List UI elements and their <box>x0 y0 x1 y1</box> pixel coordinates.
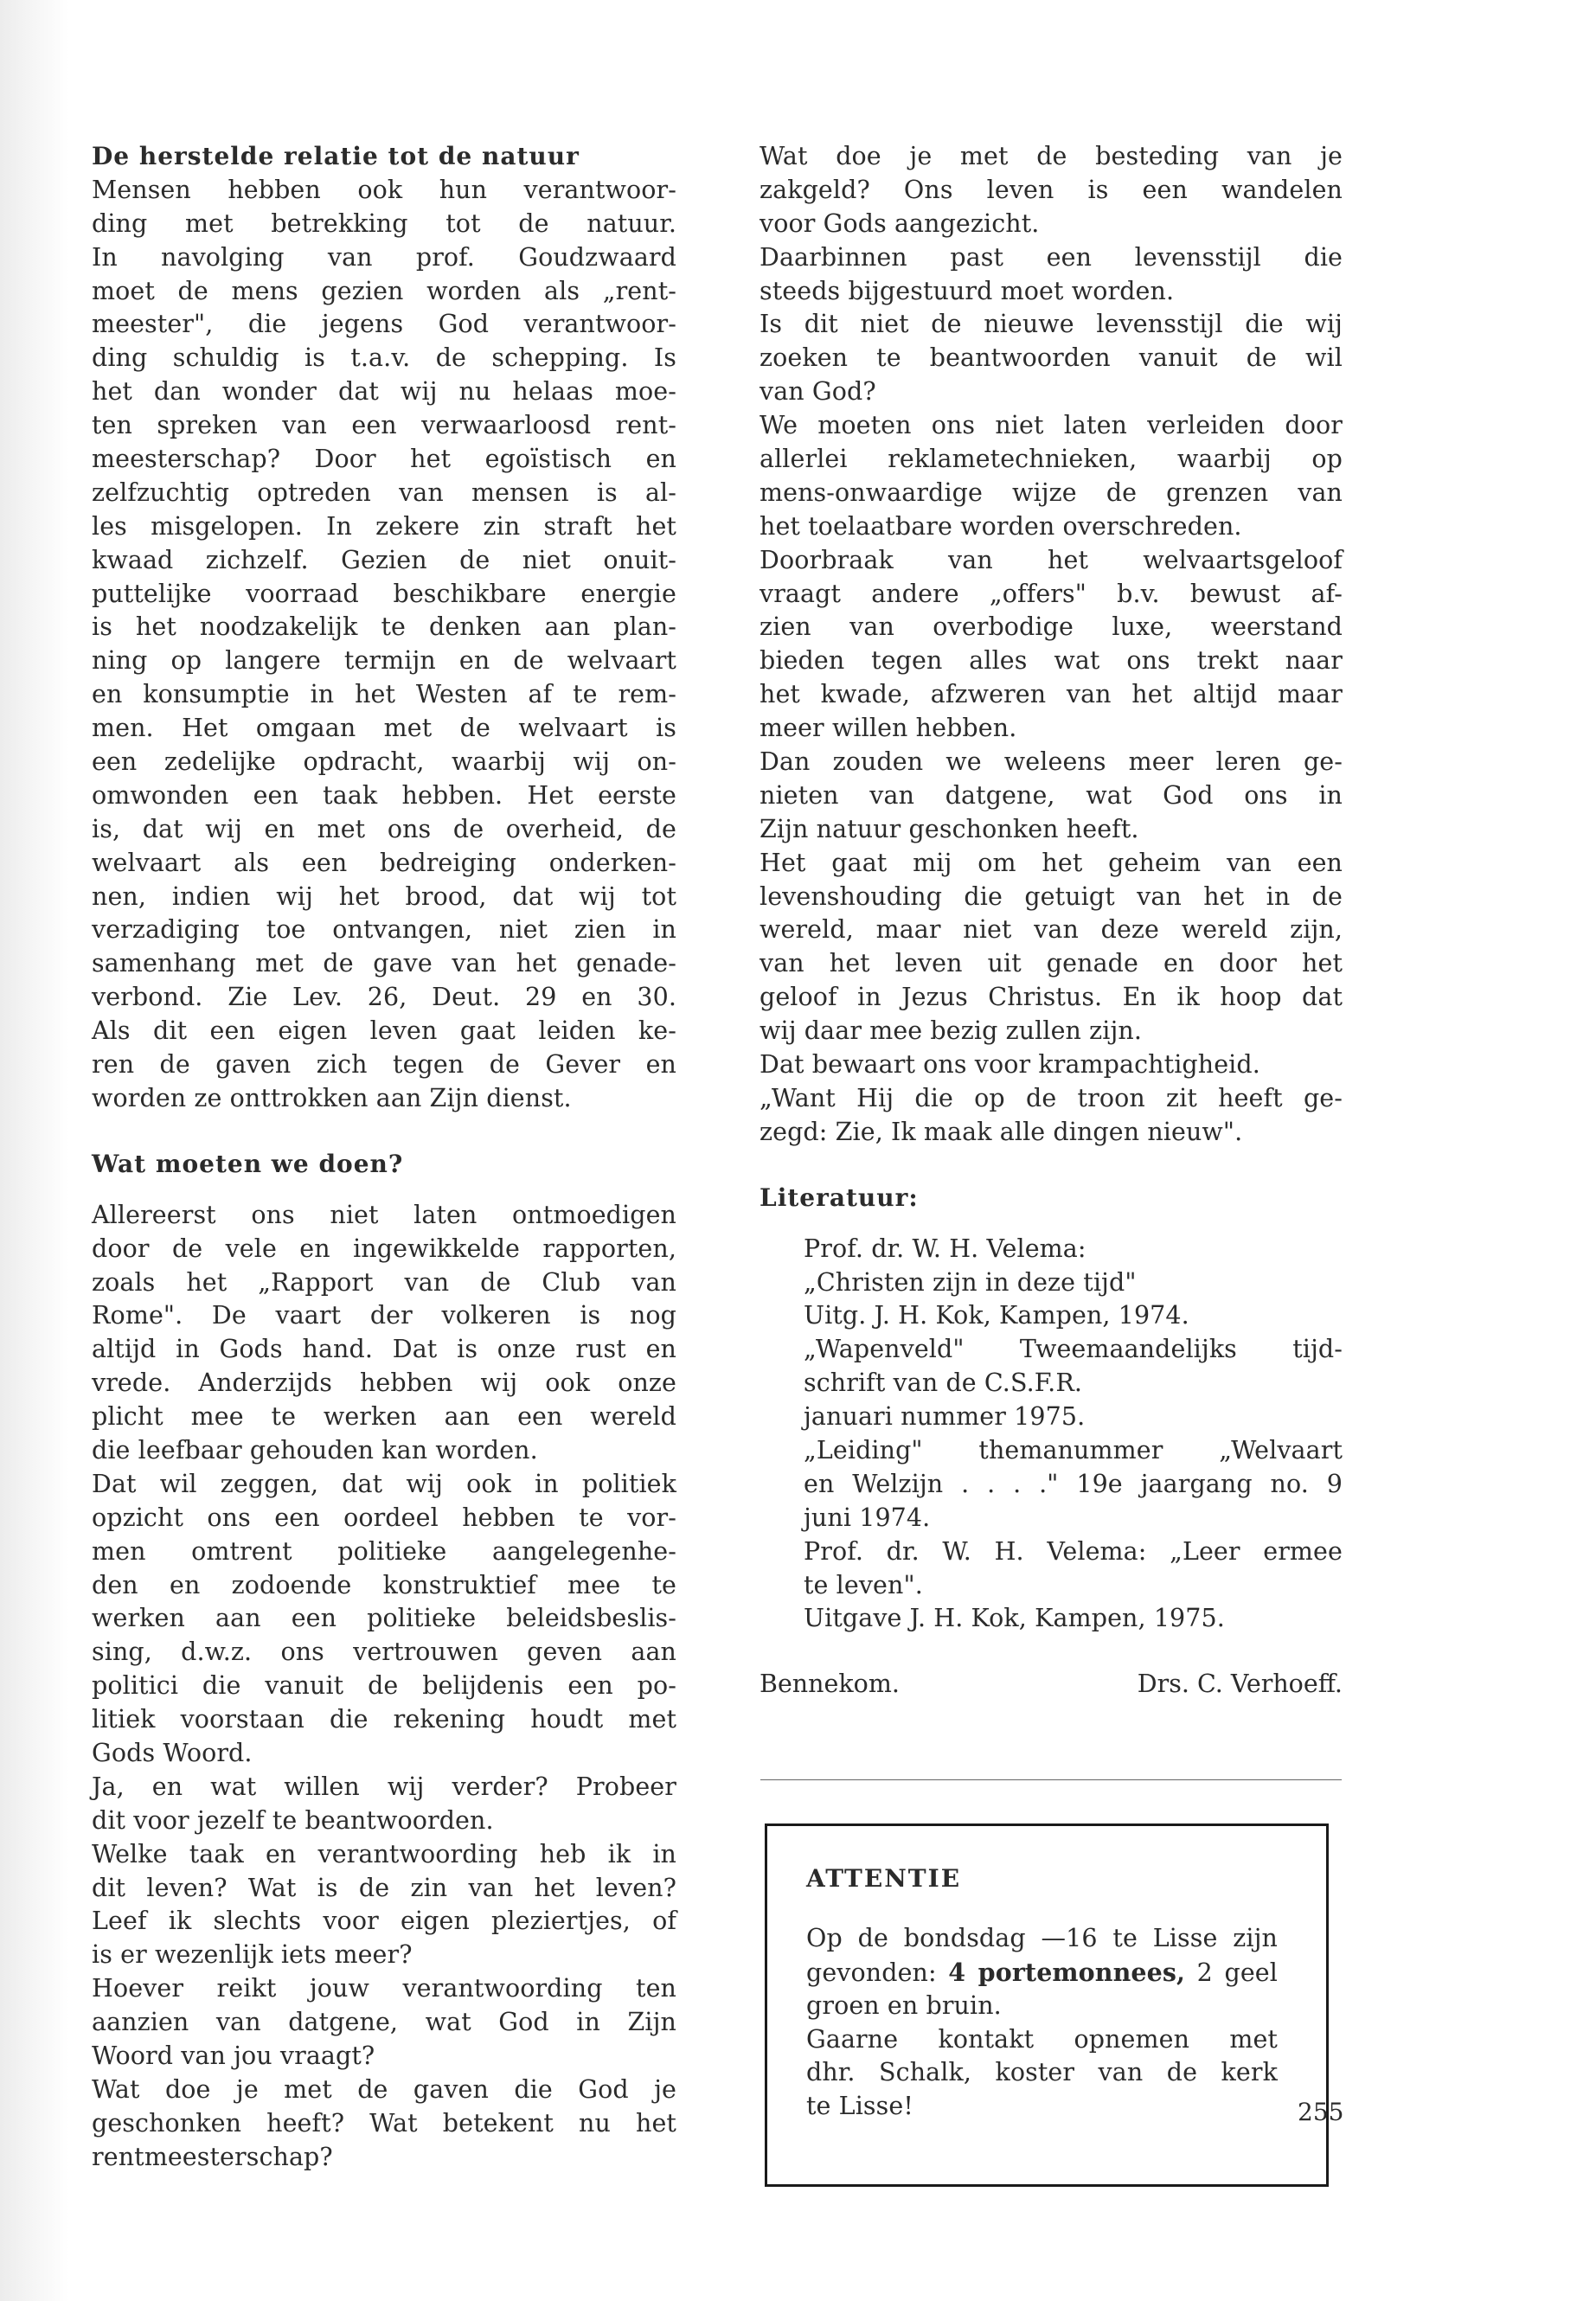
notice-highlight: 4 portemonnees, <box>948 1957 1186 1987</box>
text-line: zoals het „Rapport van de Club van <box>92 1267 676 1297</box>
text-line: meesterschap? Door het egoïstisch en <box>92 445 676 474</box>
text-line: ren de gaven zich tegen de Gever en <box>92 1050 676 1080</box>
text-line: en konsumptie in het Westen af te rem- <box>92 680 676 709</box>
notice-line: Gaarne kontakt opnemen met <box>806 2024 1278 2054</box>
text-line: van God? <box>760 377 876 407</box>
text-line: Mensen hebben ook hun verantwoor- <box>92 175 676 204</box>
text-line: Doorbraak van het welvaartsgeloof <box>760 545 1343 574</box>
text-line: dit leven? Wat is de zin van het leven? <box>92 1873 676 1902</box>
text-line: Het gaat mij om het geheim van een <box>760 848 1343 877</box>
text-line: Daarbinnen past een levensstijl die <box>760 242 1343 272</box>
text-line: zakgeld? Ons leven is een wandelen <box>760 175 1343 204</box>
text-line: die leefbaar gehouden kan worden. <box>92 1435 538 1465</box>
text-line: rentmeesterschap? <box>92 2142 333 2171</box>
notice-line <box>806 1956 1278 1990</box>
right-column <box>760 140 1343 1702</box>
notice-text: 2 geel <box>1196 1958 1278 1987</box>
text-line: zegd: Zie, Ik maak alle dingen nieuw". <box>760 1117 1243 1146</box>
text-line: opzicht ons een oordeel hebben te vor- <box>92 1503 676 1532</box>
scan-edge-shadow <box>0 0 69 2301</box>
text-line: samenhang met de gave van het genade- <box>92 949 676 978</box>
text-line: Leef ik slechts voor eigen pleziertjes, of <box>92 1907 676 1936</box>
text-line: men. Het omgaan met de welvaart is <box>92 714 676 743</box>
left-column <box>92 140 676 2175</box>
text-line: ding schuldig is t.a.v. de schepping. Is <box>92 343 676 373</box>
text-line: verzadiging toe ontvangen, niet zien in <box>92 915 676 945</box>
text-line: moet de mens gezien worden als „rent- <box>92 276 676 305</box>
text-line: zoeken te beantwoorden vanuit de wil <box>760 343 1343 373</box>
text-line: werken aan een politieke beleidsbeslis- <box>92 1604 676 1633</box>
notice-text: gevonden: <box>806 1958 937 1987</box>
text-line: We moeten ons niet laten verleiden door <box>760 411 1343 440</box>
text-line: dit voor jezelf te beantwoorden. <box>92 1805 494 1835</box>
text-line: „Christen zijn in deze tijd" <box>804 1267 1137 1297</box>
text-line: meer willen hebben. <box>760 714 1017 743</box>
text-line: Gods Woord. <box>92 1738 253 1767</box>
text-line: Welke taak en verantwoording heb ik in <box>92 1839 676 1868</box>
text-line: plicht mee te werken aan een wereld <box>92 1402 676 1432</box>
text-line: is het noodzakelijk te denken aan plan- <box>92 612 676 642</box>
text-line: men omtrent politieke aangelegenhe- <box>92 1536 676 1566</box>
page-number: 255 <box>1298 2098 1344 2126</box>
text-line: geloof in Jezus Christus. En ik hoop dat <box>760 983 1343 1012</box>
text-line: te leven". <box>804 1570 923 1599</box>
text-line: door de vele en ingewikkelde rapporten, <box>92 1234 676 1263</box>
text-line: vraagt andere „offers" b.v. bewust af- <box>760 579 1343 608</box>
paragraph-natuur <box>92 174 676 1116</box>
text-line: verbond. Zie Lev. 26, Deut. 29 en 30. <box>92 983 676 1012</box>
text-line: geschonken heeft? Wat betekent nu het <box>92 2108 676 2138</box>
literature-heading: Literatuur: <box>760 1183 919 1212</box>
text-line: van het leven uit genade en door het <box>760 949 1343 978</box>
text-line: welvaart als een bedreiging onderken- <box>92 848 676 877</box>
notice-line: Op de bondsdag —16 te Lisse zijn <box>806 1923 1278 1952</box>
text-line: Zijn natuur geschonken heeft. <box>760 814 1139 843</box>
section-heading-doen: Wat moeten we doen? <box>92 1149 404 1178</box>
text-line: Prof. dr. W. H. Velema: „Leer ermee <box>804 1536 1343 1566</box>
attentie-notice-box <box>765 1823 1329 2187</box>
text-line: puttelijke voorraad beschikbare energie <box>92 579 676 608</box>
text-line: Prof. dr. W. H. Velema: <box>804 1234 1086 1263</box>
text-line: politici die vanuit de belijdenis een po- <box>92 1671 676 1701</box>
text-line: zelfzuchtig optreden van mensen is al- <box>92 478 676 507</box>
text-line: levenshouding die getuigt van het in de <box>760 881 1343 911</box>
text-line: nieten van datgene, wat God ons in <box>760 780 1343 810</box>
paragraph-levensstijl <box>760 140 1343 1150</box>
text-line: allerlei reklametechnieken, waarbij op <box>760 445 1343 474</box>
divider-line <box>760 1779 1342 1780</box>
text-line: „Want Hij die op de troon zit heeft ge- <box>760 1083 1343 1112</box>
text-line: bieden tegen alles wat ons trekt naar <box>760 646 1343 676</box>
text-line: Woord van jou vraagt? <box>92 2041 375 2070</box>
text-line: „Wapenveld" Tweemaandelijks tijd- <box>804 1335 1343 1364</box>
notice-line: te Lisse! <box>806 2092 913 2121</box>
text-line: aanzien van datgene, wat God in Zijn <box>92 2008 676 2037</box>
text-line: en Welzijn . . . ." 19e jaargang no. 9 <box>804 1469 1343 1498</box>
text-line: Rome". De vaart der volkeren is nog <box>92 1301 676 1330</box>
text-line: mens-onwaardige wijze de grenzen van <box>760 478 1343 507</box>
text-line: „Leiding" themanummer „Welvaart <box>804 1435 1343 1465</box>
text-line: altijd in Gods hand. Dat is onze rust en <box>92 1335 676 1364</box>
notice-title: ATTENTIE <box>806 1864 962 1893</box>
text-line: den en zodoende konstruktief mee te <box>92 1570 676 1599</box>
text-line: is er wezenlijk iets meer? <box>92 1940 413 1970</box>
text-line: worden ze onttrokken aan Zijn dienst. <box>92 1083 572 1112</box>
text-line: schrift van de C.S.F.R. <box>804 1368 1083 1398</box>
text-line: sing, d.w.z. ons vertrouwen geven aan <box>92 1638 676 1667</box>
text-line: voor Gods aangezicht. <box>760 208 1040 238</box>
text-line: les misgelopen. In zekere zin straft het <box>92 511 676 541</box>
text-line: Ja, en wat willen wij verder? Probeer <box>92 1772 676 1801</box>
text-line: steeds bijgestuurd moet worden. <box>760 276 1175 305</box>
text-line: meester", die jegens God verantwoor- <box>92 310 676 339</box>
literature-list <box>760 1233 1343 1637</box>
signature-author: Drs. C. Verhoeff. <box>1137 1670 1343 1699</box>
section-heading-natuur: De herstelde relatie tot de natuur <box>92 142 580 170</box>
text-line: omwonden een taak hebben. Het eerste <box>92 780 676 810</box>
text-line: Dat wil zeggen, dat wij ook in politiek <box>92 1469 676 1498</box>
text-line: kwaad zichzelf. Gezien de niet onuit- <box>92 545 676 574</box>
text-line: het kwade, afzweren van het altijd maar <box>760 680 1343 709</box>
text-line: een zedelijke opdracht, waarbij wij on- <box>92 747 676 777</box>
text-line: Allereerst ons niet laten ontmoedigen <box>92 1200 676 1229</box>
signature-place: Bennekom. <box>760 1670 900 1699</box>
text-line: litiek voorstaan die rekening houdt met <box>92 1705 676 1734</box>
text-line: Als dit een eigen leven gaat leiden ke- <box>92 1016 676 1046</box>
text-line: In navolging van prof. Goudzwaard <box>92 242 676 272</box>
text-line: ding met betrekking tot de natuur. <box>92 208 676 238</box>
notice-line: dhr. Schalk, koster van de kerk <box>806 2058 1278 2087</box>
text-line: zien van overbodige luxe, weerstand <box>760 612 1343 642</box>
text-line: Uitgave J. H. Kok, Kampen, 1975. <box>804 1604 1225 1633</box>
text-line: Dat bewaart ons voor krampachtigheid. <box>760 1050 1260 1080</box>
paragraph-doen <box>92 1199 676 2175</box>
text-line: ten spreken van een verwaarloosd rent- <box>92 411 676 440</box>
text-line: wij daar mee bezig zullen zijn. <box>760 1016 1143 1046</box>
text-line: Uitg. J. H. Kok, Kampen, 1974. <box>804 1301 1189 1330</box>
text-line: januari nummer 1975. <box>804 1402 1086 1432</box>
signature <box>760 1668 1343 1702</box>
text-line: wereld, maar niet van deze wereld zijn, <box>760 915 1343 945</box>
text-line: nen, indien wij het brood, dat wij tot <box>92 881 676 911</box>
text-line: Wat doe je met de gaven die God je <box>92 2074 676 2104</box>
text-line: Hoever reikt jouw verantwoording ten <box>92 1974 676 2003</box>
text-line: het toelaatbare worden overschreden. <box>760 511 1242 541</box>
text-line: vrede. Anderzijds hebben wij ook onze <box>92 1368 676 1398</box>
text-line: Dan zouden we weleens meer leren ge- <box>760 747 1343 777</box>
text-line: Is dit niet de nieuwe levensstijl die wij <box>760 310 1343 339</box>
text-line: juni 1974. <box>804 1503 931 1532</box>
text-line: is, dat wij en met ons de overheid, de <box>92 814 676 843</box>
text-line: het dan wonder dat wij nu helaas moe- <box>92 377 676 407</box>
text-line: Wat doe je met de besteding van je <box>760 142 1343 170</box>
text-line: ning op langere termijn en de welvaart <box>92 646 676 676</box>
notice-line: groen en bruin. <box>806 1990 1002 2020</box>
